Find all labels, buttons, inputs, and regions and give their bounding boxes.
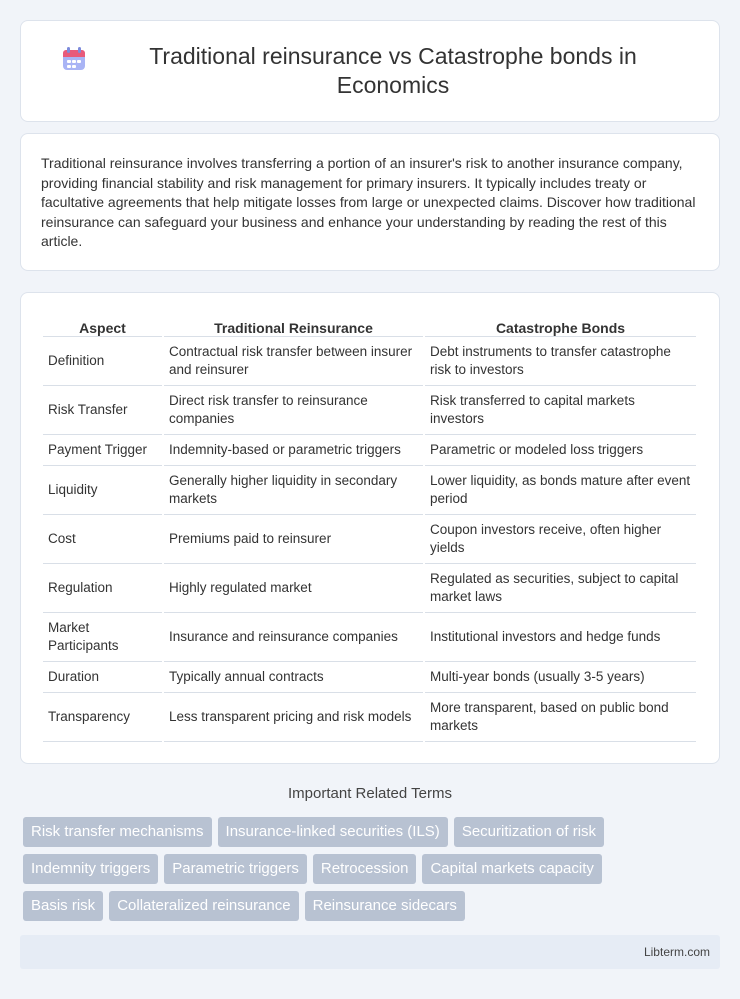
related-term-tag[interactable]: Securitization of risk	[454, 817, 604, 847]
catbond-cell: Risk transferred to capital markets investors	[425, 386, 696, 435]
related-terms-row	[23, 891, 723, 921]
table-body	[43, 337, 696, 742]
related-terms-list	[23, 817, 723, 928]
related-term-tag[interactable]: Collateralized reinsurance	[109, 891, 298, 921]
row-aspect-cell: Transparency	[43, 693, 162, 742]
column-header-traditional: Traditional Reinsurance	[164, 313, 423, 337]
footer	[20, 935, 720, 969]
row-aspect-cell: Cost	[43, 515, 162, 564]
column-header-aspect: Aspect	[43, 313, 162, 337]
catbond-cell: More transparent, based on public bond markets	[425, 693, 696, 742]
related-term-tag[interactable]: Risk transfer mechanisms	[23, 817, 212, 847]
table-row	[43, 337, 696, 386]
comparison-table	[41, 313, 698, 742]
row-aspect-cell: Regulation	[43, 564, 162, 613]
catbond-cell: Coupon investors receive, often higher yields	[425, 515, 696, 564]
catbond-cell: Institutional investors and hedge funds	[425, 613, 696, 662]
catbond-cell: Parametric or modeled loss triggers	[425, 435, 696, 466]
traditional-cell: Contractual risk transfer between insurer and reinsurer	[164, 337, 423, 386]
column-header-catbonds: Catastrophe Bonds	[425, 313, 696, 337]
related-term-tag[interactable]: Reinsurance sidecars	[305, 891, 465, 921]
row-aspect-cell: Payment Trigger	[43, 435, 162, 466]
table-row	[43, 564, 696, 613]
table-row	[43, 613, 696, 662]
traditional-cell: Indemnity-based or parametric triggers	[164, 435, 423, 466]
row-aspect-cell: Definition	[43, 337, 162, 386]
table-row	[43, 386, 696, 435]
related-terms-row	[23, 817, 723, 847]
traditional-cell: Premiums paid to reinsurer	[164, 515, 423, 564]
row-aspect-cell: Duration	[43, 662, 162, 693]
related-term-tag[interactable]: Indemnity triggers	[23, 854, 158, 884]
table-row	[43, 693, 696, 742]
calendar-icon	[61, 46, 87, 72]
comparison-card	[20, 292, 720, 764]
related-term-tag[interactable]: Parametric triggers	[164, 854, 307, 884]
intro-card	[20, 133, 720, 271]
related-term-tag[interactable]: Capital markets capacity	[422, 854, 601, 884]
catbond-cell: Multi-year bonds (usually 3-5 years)	[425, 662, 696, 693]
table-header-row	[43, 313, 696, 337]
traditional-cell: Direct risk transfer to reinsurance companies	[164, 386, 423, 435]
traditional-cell: Typically annual contracts	[164, 662, 423, 693]
traditional-cell: Highly regulated market	[164, 564, 423, 613]
row-aspect-cell: Market Participants	[43, 613, 162, 662]
traditional-cell: Generally higher liquidity in secondary markets	[164, 466, 423, 515]
page-title: Traditional reinsurance vs Catastrophe bonds in Economics	[149, 43, 637, 98]
table-row	[43, 515, 696, 564]
catbond-cell: Debt instruments to transfer catastrophe risk to investors	[425, 337, 696, 386]
row-aspect-cell: Liquidity	[43, 466, 162, 515]
related-terms-row	[23, 854, 723, 884]
intro-paragraph: Traditional reinsurance involves transferring a portion of an insurer's risk to another insurance company, providing financial stability and risk management for primary insurers. It typically includes treaty or facultative agreements that help mitigate losses from large or unexpected claims. Discover how traditional reinsurance can safeguard your business and enhance your understanding by reading the rest of this article.	[41, 155, 696, 249]
catbond-cell: Lower liquidity, as bonds mature after event period	[425, 466, 696, 515]
traditional-cell: Less transparent pricing and risk models	[164, 693, 423, 742]
related-term-tag[interactable]: Retrocession	[313, 854, 417, 884]
title-card	[20, 20, 720, 122]
related-terms-title: Important Related Terms	[288, 785, 452, 802]
table-row	[43, 466, 696, 515]
row-aspect-cell: Risk Transfer	[43, 386, 162, 435]
related-term-tag[interactable]: Basis risk	[23, 891, 103, 921]
footer-site-link[interactable]: Libterm.com	[643, 945, 710, 959]
table-row	[43, 662, 696, 693]
catbond-cell: Regulated as securities, subject to capital market laws	[425, 564, 696, 613]
table-row	[43, 435, 696, 466]
traditional-cell: Insurance and reinsurance companies	[164, 613, 423, 662]
related-term-tag[interactable]: Insurance-linked securities (ILS)	[218, 817, 448, 847]
